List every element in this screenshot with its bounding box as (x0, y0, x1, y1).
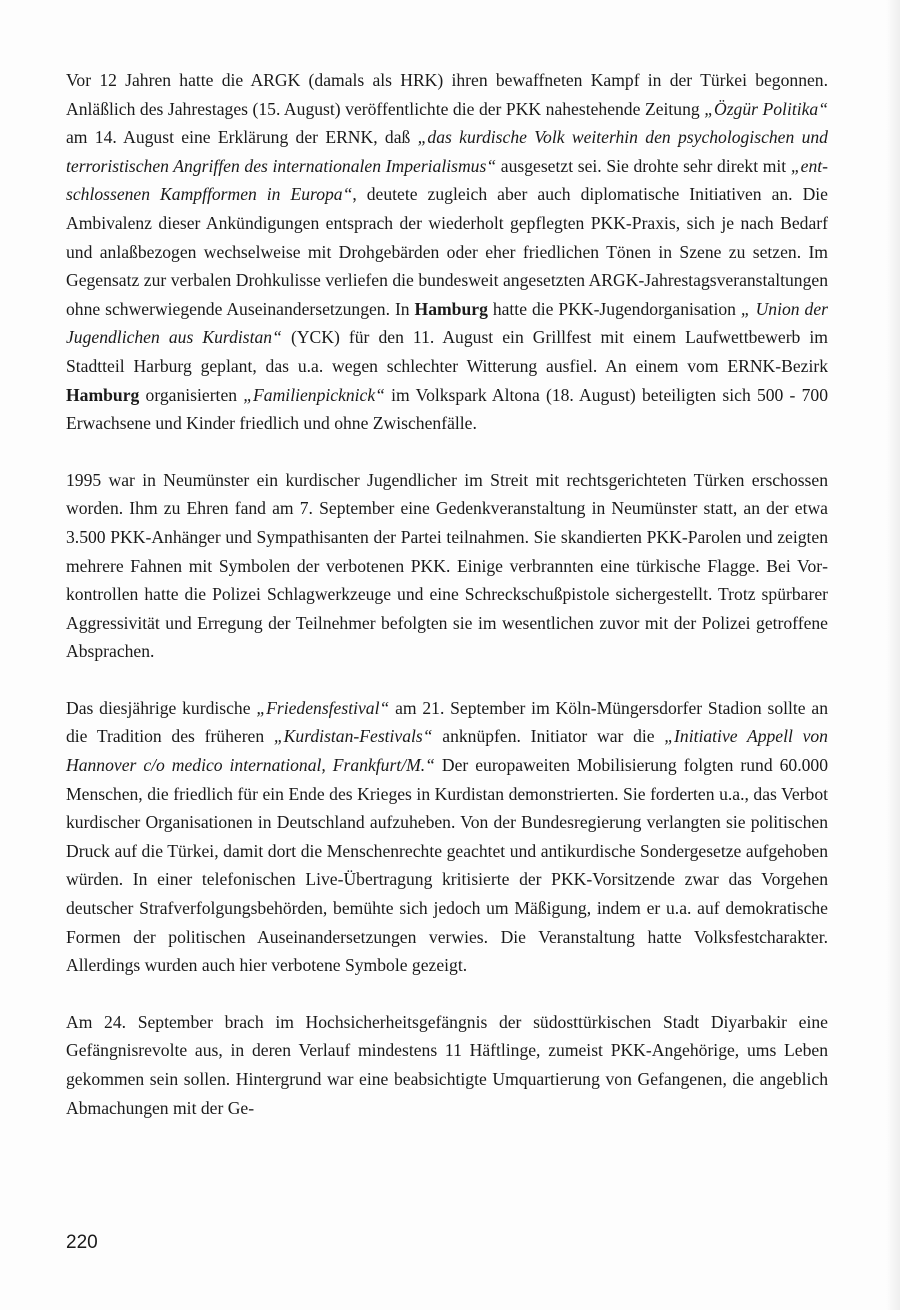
organization-name: „ Union der Jugendlichen aus Kurdistan“ (66, 298, 828, 348)
place-name-bold: Hamburg (66, 384, 140, 405)
text-run: , deutete zugleich aber auch diplomatische Initiativen an. Die Ambivalenz dieser Ankündigungen entsprach der wiederholt gepflegten PKK-Praxis, sich je nach Bedarf und anlaßbezogen wechselweise mit Drohgebärden oder eher friedlichen Tönen in Szene zu setzen. Im Gegensatz zur verbalen Drohkulisse verliefen die bundesweit angesetzten ARGK-Jahrestagsveranstaltungen ohne schwerwiegende Auseinandersetzungen. In (66, 184, 828, 319)
text-run: am 21. September im Köln-Müngersdorfer Stadion sollte an die Tradition des früheren (66, 697, 828, 747)
text-run: Am 24. September brach im Hochsicherheitsgefängnis der südosttürkischen Stadt Diyarbakir eine Gefängnisrevolte aus, in deren Verlauf mindestens 11 Häftlinge, zumeist PKK-Angehörige, ums Leben gekommen sein sollen. Hintergrund war eine beabsichtigte Umquartierung von Gefangenen, die angeblich Abmachungen mit der Ge- (66, 1011, 828, 1118)
paragraph-neumuenster (66, 466, 828, 666)
text-run: hatte die PKK-Jugendorganisation (487, 298, 741, 319)
text-run: 1995 war in Neumünster ein kurdischer Jugendlicher im Streit mit rechtsgerichteten Türken erschossen worden. Ihm zu Ehren fand am 7. September eine Gedenkveranstaltung in Neumünster statt, an der etwa 3.500 PKK-Anhänger und Sympathisanten der Partei teilnahmen. Sie skandierten PKK-Parolen und zeigten mehrere Fahnen mit Symbolen der verbotenen PKK. Einige verbrannten eine türkische Flagge. Bei Vorkontrollen hatte die Polizei Schlagwerkzeuge und eine Schreckschußpistole sichergestellt. Trotz spürbarer Aggressivität und Erregung der Teilnehmer befolgten sie im wesentlichen zuvor mit der Polizei getroffene Absprachen. (66, 469, 828, 662)
text-run: anknüpfen. Initiator war die (432, 726, 665, 747)
body-text (66, 66, 828, 1122)
text-run: Der europaweiten Mobilisierung folgten rund 60.000 Menschen, die friedlich für ein Ende des Krieges in Kurdistan demonstrierten. Sie forderten u.a., das Verbot kurdischer Organisationen in Deutschland aufzuheben. Von der Bundesregierung verlangten sie politischen Druck auf die Türkei, damit dort die Menschenrechte geachtet und antikurdische Sondergesetze aufgehoben würden. In einer telefonischen Live-Übertragung kritisierte der PKK-Vorsitzende zwar das Vorgehen deutscher Strafverfolgungsbehörden, bemühte sich jedoch um Mäßigung, indem er u.a. auf demokratische Formen der politischen Auseinandersetzungen verwies. Die Veranstaltung hatte Volksfestcharakter. Allerdings wurden auch hier verbotene Symbole gezeigt. (66, 755, 828, 976)
quote: „das kurdische Volk weiterhin den psychologischen und terroristischen Angriffen des internationalen Imperialismus“ (66, 127, 828, 176)
paragraph-argk-anniversary (66, 66, 828, 438)
text-run: Das diesjährige kurdische (66, 697, 257, 718)
text-run: Vor 12 Jahren hatte die ARGK (damals als HRK) ihren bewaffneten Kampf in der Türkei begonnen. Anläßlich des Jahrestages (15. August) veröffentlichte die der PKK nahestehende Zeitung (66, 70, 828, 119)
event-name: „Friedensfestival“ (256, 697, 390, 718)
place-name-bold: Hamburg (414, 298, 488, 319)
page-edge-shadow (886, 0, 900, 1310)
paragraph-diyarbakir (66, 1008, 828, 1122)
text-run: am 14. August eine Erklärung der ERNK, daß (66, 127, 418, 148)
quote: „entschlossenen Kampfformen in Europa“ (66, 155, 828, 205)
text-run: (YCK) für den 11. August ein Grillfest mit einem Laufwettbewerb im Stadtteil Harburg geplant, das u.a. wegen schlechter Witterung ausfiel. An einem vom ERNK-Bezirk (66, 327, 828, 376)
newspaper-title: „Özgür Politika“ (704, 98, 828, 119)
text-run: organisierten (139, 384, 244, 405)
paragraph-friedensfestival (66, 694, 828, 980)
organization-name: „Initiative Appell von Hannover c/o medico international, Frankfurt/M.“ (66, 726, 828, 776)
event-name: „Familienpicknick“ (243, 384, 385, 405)
text-run: im Volkspark Altona (18. August) beteiligten sich 500 - 700 Erwachsene und Kinder friedlich und ohne Zwischenfälle. (66, 384, 828, 434)
page-number: 220 (66, 1232, 98, 1253)
event-name: „Kurdistan-Festivals“ (273, 726, 433, 747)
text-run: ausgesetzt sei. Sie drohte sehr direkt mit (496, 155, 791, 176)
